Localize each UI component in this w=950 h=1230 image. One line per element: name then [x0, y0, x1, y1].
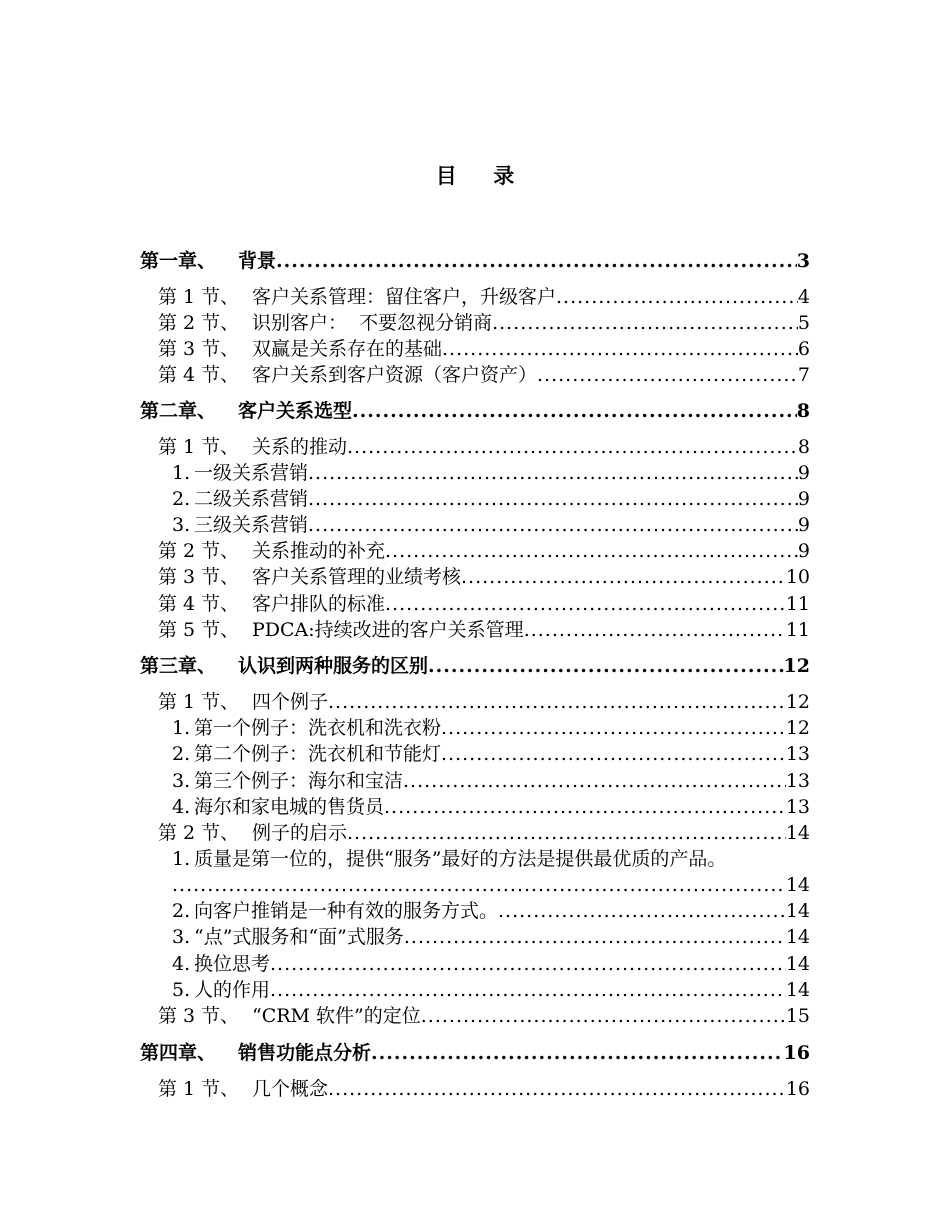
entry-number: 第 3 节、 — [158, 338, 240, 360]
entry-number: 第 3 节、 — [158, 1005, 240, 1027]
entry-page: 8 — [797, 436, 810, 458]
toc-entry-section[interactable] — [158, 336, 810, 362]
entry-title: 一级关系营销 — [194, 462, 309, 484]
dot-leader — [461, 564, 786, 590]
dot-leader — [276, 248, 797, 274]
dot-leader — [537, 362, 798, 388]
dot-leader — [442, 336, 798, 362]
entry-number: 第一章、 — [140, 250, 217, 272]
dot-leader — [172, 872, 786, 898]
entry-number: 2. — [172, 900, 191, 922]
dot-leader — [270, 977, 786, 1003]
entry-page: 14 — [785, 822, 810, 844]
dot-leader — [498, 898, 786, 924]
toc-entry-subsection[interactable] — [172, 977, 810, 1003]
entry-number: 第 1 节、 — [158, 436, 240, 458]
entry-title: 人的作用 — [194, 979, 271, 1001]
dot-leader — [347, 820, 786, 846]
entry-title: 向客户推销是一种有效的服务方式。 — [194, 900, 499, 922]
entry-page: 9 — [797, 514, 810, 536]
toc-title: 目 录 — [435, 163, 515, 188]
entry-title: 客户关系到客户资源（客户资产） — [252, 364, 538, 386]
dot-leader — [384, 794, 786, 820]
toc-entry-subsection[interactable] — [172, 460, 810, 486]
entry-number: 第 2 节、 — [158, 312, 240, 334]
toc-entry-section[interactable] — [158, 820, 810, 846]
entry-title: 例子的启示 — [252, 822, 348, 844]
entry-page: 7 — [797, 364, 810, 386]
entry-page: 14 — [785, 900, 810, 922]
entry-number: 第 4 节、 — [158, 364, 240, 386]
dot-leader — [556, 284, 798, 310]
entry-number: 1. — [172, 462, 191, 484]
toc-entry-chapter-4[interactable] — [140, 1040, 810, 1066]
toc-entry-subsection[interactable] — [172, 715, 810, 741]
entry-number: 4. — [172, 953, 191, 975]
entry-title: 海尔和家电城的售货员 — [194, 796, 385, 818]
toc-entry-chapter-3[interactable] — [140, 653, 810, 679]
entry-number: 1. — [172, 717, 191, 739]
dot-leader — [270, 951, 786, 977]
dot-leader — [524, 617, 786, 643]
toc-entry-section[interactable] — [158, 538, 810, 564]
entry-page: 4 — [797, 286, 810, 308]
entry-title: 第三个例子：海尔和宝洁 — [194, 770, 404, 792]
entry-title: 三级关系营销 — [194, 514, 309, 536]
dot-leader — [492, 310, 798, 336]
entry-number: 第 1 节、 — [158, 286, 240, 308]
entry-page: 12 — [785, 717, 810, 739]
entry-number: 第四章、 — [140, 1042, 217, 1064]
entry-title: 四个例子 — [252, 691, 329, 713]
entry-title: 客户关系管理：留住客户，升级客户 — [252, 286, 557, 308]
dot-leader — [441, 741, 786, 767]
entry-page: 16 — [785, 1078, 810, 1100]
dot-leader — [421, 1003, 786, 1029]
entry-number: 1. — [172, 848, 191, 870]
entry-number: 第 4 节、 — [158, 593, 240, 615]
entry-title: 关系的推动 — [252, 436, 348, 458]
entry-number: 第 2 节、 — [158, 540, 240, 562]
entry-title: 销售功能点分析 — [238, 1042, 372, 1064]
entry-page: 13 — [785, 770, 810, 792]
dot-leader — [441, 715, 786, 741]
entry-number: 第 2 节、 — [158, 822, 240, 844]
entry-title: 换位思考 — [194, 953, 271, 975]
toc-entry-section[interactable] — [158, 310, 810, 336]
entry-page: 14 — [785, 953, 810, 975]
entry-title: 二级关系营销 — [194, 488, 309, 510]
toc-entry-subsection[interactable] — [172, 794, 810, 820]
entry-title: PDCA:持续改进的客户关系管理 — [252, 619, 524, 641]
dot-leader — [385, 538, 798, 564]
entry-title: 第二个例子：洗衣机和节能灯 — [194, 743, 442, 765]
dot-leader — [308, 460, 798, 486]
entry-page: 9 — [797, 540, 810, 562]
entry-number: 第 3 节、 — [158, 566, 240, 588]
entry-page: 9 — [797, 462, 810, 484]
entry-title: 客户关系管理的业绩考核 — [252, 566, 462, 588]
entry-number: 第 5 节、 — [158, 619, 240, 641]
entry-number: 5. — [172, 979, 191, 1001]
entry-title: 认识到两种服务的区别 — [238, 655, 429, 677]
dot-leader — [308, 486, 798, 512]
dot-leader — [428, 653, 784, 679]
entry-title: 背景 — [238, 250, 277, 272]
toc-entry-section[interactable] — [158, 617, 810, 643]
dot-leader — [352, 398, 797, 424]
entry-page: 16 — [783, 1042, 810, 1064]
entry-page: 10 — [785, 566, 810, 588]
toc-entry-section[interactable] — [158, 434, 810, 460]
entry-page: 14 — [785, 979, 810, 1001]
entry-title: 几个概念 — [252, 1078, 329, 1100]
dot-leader — [347, 434, 798, 460]
entry-page: 11 — [785, 619, 810, 641]
entry-page: 14 — [785, 874, 810, 896]
entry-page: 14 — [785, 926, 810, 948]
toc-entry-subsection[interactable] — [172, 924, 810, 950]
entry-page: 13 — [785, 743, 810, 765]
dot-leader — [403, 768, 786, 794]
entry-title: “CRM 软件”的定位 — [252, 1005, 421, 1027]
dot-leader — [328, 689, 786, 715]
entry-number: 3. — [172, 770, 191, 792]
toc-entry-section[interactable] — [158, 564, 810, 590]
dot-leader — [308, 512, 798, 538]
toc-entry-subsection[interactable] — [172, 768, 810, 794]
entry-number: 4. — [172, 796, 191, 818]
entry-title: 第一个例子：洗衣机和洗衣粉 — [194, 717, 442, 739]
entry-page: 13 — [785, 796, 810, 818]
toc-entry-subsection[interactable] — [172, 846, 830, 872]
toc-entry-section[interactable] — [158, 689, 810, 715]
entry-title: 客户排队的标准 — [252, 593, 386, 615]
entry-page: 5 — [797, 312, 810, 334]
toc-entry-chapter-1[interactable] — [140, 248, 810, 274]
toc-entry-subsection-continued[interactable] — [172, 872, 810, 898]
entry-number: 第 1 节、 — [158, 691, 240, 713]
entry-title: “点”式服务和“面”式服务 — [194, 926, 404, 948]
toc-entry-section[interactable] — [158, 591, 810, 617]
entry-title: 客户关系选型 — [238, 400, 353, 422]
entry-title: 识别客户： 不要忽视分销商 — [252, 312, 493, 334]
entry-title: 关系推动的补充 — [252, 540, 386, 562]
toc-entry-section[interactable] — [158, 1076, 810, 1102]
toc-entry-section[interactable] — [158, 1003, 810, 1029]
dot-leader — [371, 1040, 784, 1066]
entry-title: 质量是第一位的，提供“服务”最好的方法是提供最优质的产品。 — [194, 848, 727, 870]
entry-title: 双赢是关系存在的基础 — [252, 338, 443, 360]
toc-entry-section[interactable] — [158, 284, 810, 310]
entry-number: 3. — [172, 514, 191, 536]
dot-leader — [328, 1076, 786, 1102]
toc-entry-section[interactable] — [158, 362, 810, 388]
toc-entry-chapter-2[interactable] — [140, 398, 810, 424]
toc-entry-subsection[interactable] — [172, 951, 810, 977]
dot-leader — [385, 591, 786, 617]
dot-leader — [404, 924, 786, 950]
entry-page: 6 — [797, 338, 810, 360]
entry-number: 第二章、 — [140, 400, 217, 422]
entry-page: 11 — [785, 593, 810, 615]
entry-number: 第 1 节、 — [158, 1078, 240, 1100]
entry-page: 3 — [796, 250, 810, 272]
entry-number: 第三章、 — [140, 655, 217, 677]
entry-page: 12 — [783, 655, 810, 677]
entry-number: 2. — [172, 488, 191, 510]
toc-entry-subsection[interactable] — [172, 486, 810, 512]
entry-page: 9 — [797, 488, 810, 510]
entry-number: 2. — [172, 743, 191, 765]
entry-page: 15 — [785, 1005, 810, 1027]
entry-page: 8 — [796, 400, 810, 422]
entry-page: 12 — [785, 691, 810, 713]
toc-entry-subsection[interactable] — [172, 512, 810, 538]
entry-number: 3. — [172, 926, 191, 948]
toc-entry-subsection[interactable] — [172, 898, 810, 924]
toc-entry-subsection[interactable] — [172, 741, 810, 767]
